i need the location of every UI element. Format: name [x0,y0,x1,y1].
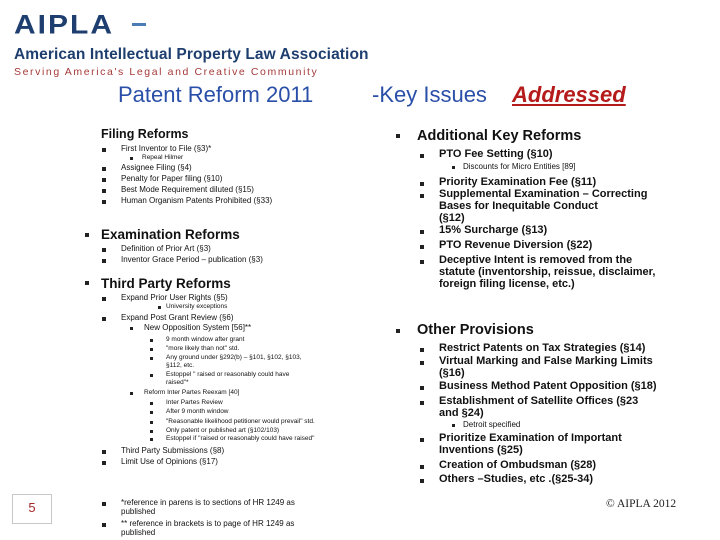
list-item: 15% Surcharge (§13) [439,224,548,236]
bullet-icon [420,245,424,249]
list-item-continuation: Bases for Inequitable Conduct [439,200,598,212]
bullet-icon [85,281,89,285]
list-item: PTO Revenue Diversion (§22) [439,239,593,251]
bullet-icon [420,386,424,390]
bullet-icon [102,248,106,252]
list-item-continuation: Inventions (§25) [439,444,523,456]
list-item: Prioritize Examination of Important [439,432,622,444]
list-item: Third Party Submissions (§8) [121,446,225,455]
bullet-icon [150,430,153,433]
list-item: Restrict Patents on Tax Strategies (§14) [439,342,646,354]
bullet-icon [420,348,424,352]
list-item: Supplemental Examination – Correcting [439,188,648,200]
bullet-icon [150,438,153,441]
list-item: Penalty for Paper filing (§10) [121,174,223,183]
list-item: Expand Prior User Rights (§5) [121,293,228,302]
footnote: *reference in parens is to sections of HR 1249 as [121,498,295,507]
list-item: "more likely than not" std. [166,345,240,352]
list-item: Best Mode Requirement diluted (§15) [121,185,254,194]
list-item: Definition of Prior Art (§3) [121,244,211,253]
association-tagline: Serving America's Legal and Creative Community [14,66,319,78]
bullet-icon [420,438,424,442]
page-number: 5 [28,500,36,515]
aipla-logo-text: AIPLA [14,10,114,40]
list-item: First Inventor to File (§3)* [121,144,212,153]
title-key-issues: -Key Issues [372,82,487,107]
list-item: Creation of Ombudsman (§28) [439,459,597,471]
title-main: Patent Reform 2011 [118,82,314,107]
list-item: Limit Use of Opinions (§17) [121,457,218,466]
list-item: University exceptions [166,303,228,310]
bullet-icon [420,182,424,186]
third-party-reforms-heading: Third Party Reforms [101,276,231,291]
bullet-icon [396,134,400,138]
list-item: Repeal Hilmer [142,154,184,161]
list-item: Detroit specified [463,420,521,429]
association-name: American Intellectual Property Law Association [14,46,369,63]
list-item: Virtual Marking and False Marking Limits [439,355,653,367]
bullet-icon [150,357,153,360]
bullet-icon [102,523,106,527]
list-item: Human Organism Patents Prohibited (§33) [121,196,273,205]
bullet-icon [452,424,455,427]
bullet-icon [150,402,153,405]
bullet-icon [150,374,153,377]
list-item-continuation: raised"* [166,379,189,386]
list-item: Estoppel if "raised or reasonably could have raised" [166,435,315,442]
list-item: Only patent or published art (§102/103) [166,427,280,434]
bullet-icon [420,194,424,198]
list-item: Any ground under §292(b) – §101, §102, §103, [166,354,302,361]
list-item: Establishment of Satellite Offices (§23 [439,395,639,407]
list-item: Expand Post Grant Review (§6) [121,313,234,322]
bullet-icon [102,178,106,182]
bullet-icon [452,166,455,169]
bullet-icon [102,317,106,321]
bullet-icon [396,329,400,333]
list-item: Business Method Patent Opposition (§18) [439,380,657,392]
bullet-icon [420,260,424,264]
bullet-icon [130,327,133,330]
logo-accent-line [132,23,146,26]
bullet-icon [420,479,424,483]
footnote: ** reference in brackets is to page of HR 1249 as [121,519,295,528]
list-item: Others –Studies, etc .(§25-34) [439,473,594,485]
footnote-continuation: published [121,507,156,516]
bullet-icon [420,361,424,365]
list-item: PTO Fee Setting (§10) [439,148,553,160]
filing-reforms-heading: Filing Reforms [101,127,189,141]
list-item-continuation: and §24) [439,407,484,419]
list-item-continuation: (§12) [439,212,465,224]
list-item: Priority Examination Fee (§11) [439,176,597,188]
list-item: Discounts for Micro Entities [89] [463,162,576,171]
list-item: Reform Inter Partes Reexam [40] [144,389,240,396]
list-item-continuation: statute (inventorship, reissue, disclaimer, [439,266,656,278]
additional-key-reforms-heading: Additional Key Reforms [417,128,582,144]
bullet-icon [102,148,106,152]
other-provisions-heading: Other Provisions [417,322,534,338]
bullet-icon [102,167,106,171]
bullet-icon [102,259,106,263]
list-item: After 9 month window [166,408,229,415]
bullet-icon [420,230,424,234]
list-item: Assignee Filing (§4) [121,163,192,172]
list-item-continuation: (§16) [439,367,465,379]
list-item: "Reasonable likelihood petitioner would prevail" std. [166,418,315,425]
list-item-continuation: §112, etc. [166,362,195,369]
bullet-icon [102,461,106,465]
copyright: © AIPLA 2012 [606,498,677,510]
bullet-icon [102,200,106,204]
bullet-icon [130,157,133,160]
bullet-icon [150,411,153,414]
list-item: 9 month window after grant [166,336,245,343]
title-addressed: Addressed [512,82,626,107]
bullet-icon [85,233,89,237]
bullet-icon [150,339,153,342]
bullet-icon [420,154,424,158]
bullet-icon [102,297,106,301]
bullet-icon [130,392,133,395]
list-item: Inventor Grace Period – publication (§3) [121,255,263,264]
bullet-icon [420,401,424,405]
bullet-icon [420,465,424,469]
bullet-icon [102,502,106,506]
list-item: Inter Partes Review [166,399,223,406]
list-item-continuation: foreign filing license, etc.) [439,278,575,290]
footnote-continuation: published [121,528,156,537]
list-item: Estoppel " raised or reasonably could have [166,371,290,378]
bullet-icon [102,189,106,193]
list-item: New Opposition System [56]** [144,323,252,332]
examination-reforms-heading: Examination Reforms [101,227,240,242]
bullet-icon [150,348,153,351]
bullet-icon [102,450,106,454]
bullet-icon [150,421,153,424]
list-item: Deceptive Intent is removed from the [439,254,633,266]
bullet-icon [158,306,161,309]
